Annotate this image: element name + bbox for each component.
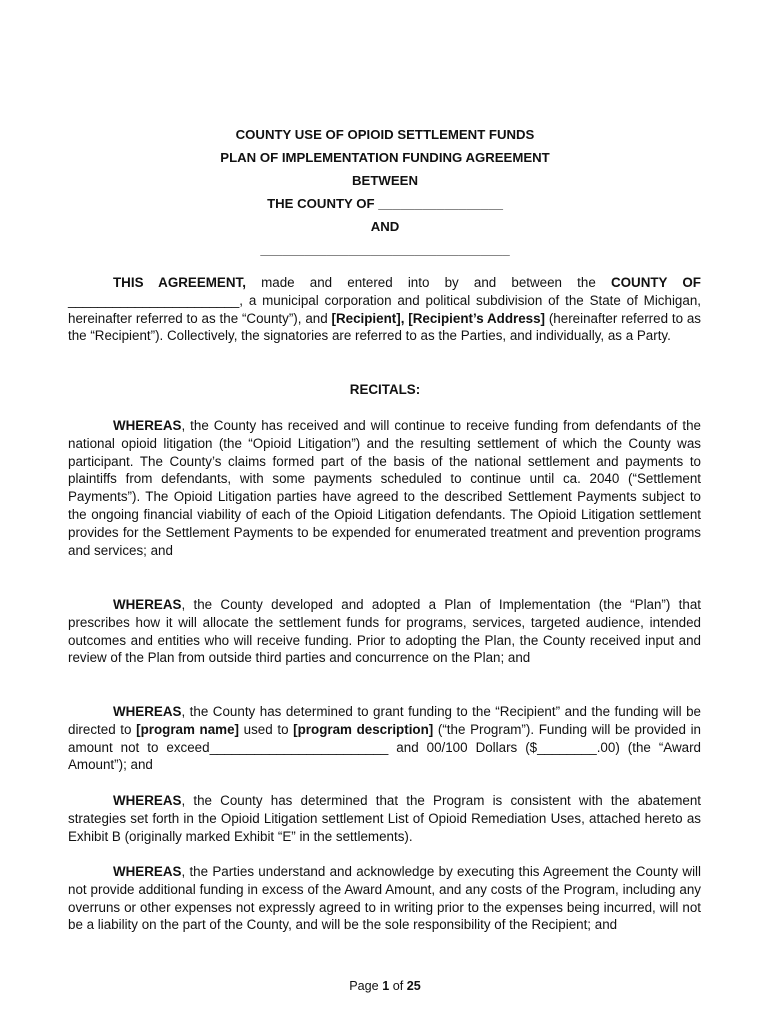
intro-text-2: _______________________, a municipal corporation and political subdivision of the State of Michigan, hereinafter referred to as the “County”), and	[68, 292, 701, 326]
recital-2	[68, 596, 701, 667]
whereas-label: WHEREAS	[113, 864, 182, 879]
intro-county-of: COUNTY OF	[610, 275, 701, 290]
intro-paragraph-block	[68, 274, 701, 345]
document-title-block	[0, 123, 770, 261]
recital-2-block	[68, 596, 701, 667]
recital-5	[68, 863, 701, 934]
title-line-3: BETWEEN	[352, 173, 418, 188]
recital-3	[68, 703, 701, 774]
recital-1-text: , the County has received and will continue to receive funding from defendants of the national opioid litigation (the “Opioid Litigation”) and the resulting settlement of which the County was participant. The County’s claims formed part of the basis of the national settlement and payments to plaintiffs from defendants, with some payments scheduled to continue until ca. 2040 (“Settlement Payments”). The Opioid Litigation parties have agreed to the described Settlement Payments subject to the ongoing financial viability of each of the Opioid Litigation defendants. The Opioid Litigation settlement provides for the Settlement Payments to be expended for enumerated treatment and prevention programs and services; and	[68, 418, 701, 558]
recital-1	[68, 417, 701, 559]
intro-text-3: (hereinafter referred to as the “Recipient”). Collectively, the signatories are referred to as the Parties, and individually, as a Party.	[68, 310, 701, 344]
whereas-label: WHEREAS	[113, 418, 182, 433]
whereas-label: WHEREAS	[113, 704, 182, 719]
page-current: 1	[382, 979, 390, 993]
recital-2-text: , the County developed and adopted a Plan of Implementation (the “Plan”) that prescribes how it will allocate the settlement funds for programs, services, targeted audience, intended outcomes and entities who will receive funding. Prior to adopting the Plan, the County received input and review of the Plan from outside third parties and concurrence on the Plan; and	[68, 597, 701, 666]
title-line-5: AND	[370, 219, 400, 234]
recital-4-text: , the County has determined that the Program is consistent with the abatement strategies set forth in the Opioid Litigation settlement List of Opioid Remediation Uses, attached hereto as Exhibit B (originally marked Exhibit “E” in the settlements).	[68, 793, 701, 844]
program-name-placeholder: [program name]	[136, 721, 239, 737]
program-description-placeholder: [program description]	[293, 721, 434, 737]
title-line-6: __________________________________	[260, 242, 510, 257]
whereas-label: WHEREAS	[113, 793, 182, 808]
intro-recipient: [Recipient], [Recipient’s Address]	[331, 310, 546, 326]
intro-text-1: made and entered into by and between the	[245, 275, 611, 290]
page-total: 25	[406, 979, 421, 993]
recital-1-block	[68, 417, 701, 559]
recitals-heading: RECITALS:	[349, 382, 421, 397]
recital-4-block	[68, 792, 701, 845]
title-line-1: COUNTY USE OF OPIOID SETTLEMENT FUNDS	[235, 127, 535, 142]
recital-3-text-3: (“the Program”). Funding will be provided in amount not to exceed________________________ and 00/100 Dollars ($________.00) (the “Award Amount”); and	[68, 721, 702, 773]
page-footer	[0, 979, 770, 993]
page-of-word: of	[389, 979, 407, 993]
recital-4	[68, 792, 701, 845]
recital-3-text-1: , the County has determined to grant funding to the “Recipient” and the funding will be directed to	[68, 704, 701, 737]
intro-lead: THIS AGREEMENT,	[113, 275, 246, 290]
page-word: Page	[349, 979, 383, 993]
whereas-label: WHEREAS	[113, 597, 182, 612]
recital-5-block	[68, 863, 701, 934]
title-line-4: THE COUNTY OF _________________	[267, 196, 503, 211]
title-line-2: PLAN OF IMPLEMENTATION FUNDING AGREEMENT	[220, 150, 550, 165]
intro-paragraph	[68, 274, 701, 345]
recital-3-block	[68, 703, 701, 774]
recital-3-text-2: used to	[239, 721, 294, 737]
recital-5-text: , the Parties understand and acknowledge by executing this Agreement the County will not provide additional funding in excess of the Award Amount, and any costs of the Program, including any overruns or other expenses not expressly agreed to in writing prior to the expenses being incurred, will not be a liability on the part of the County, and will be the sole responsibility of the Recipient; and	[68, 864, 701, 933]
